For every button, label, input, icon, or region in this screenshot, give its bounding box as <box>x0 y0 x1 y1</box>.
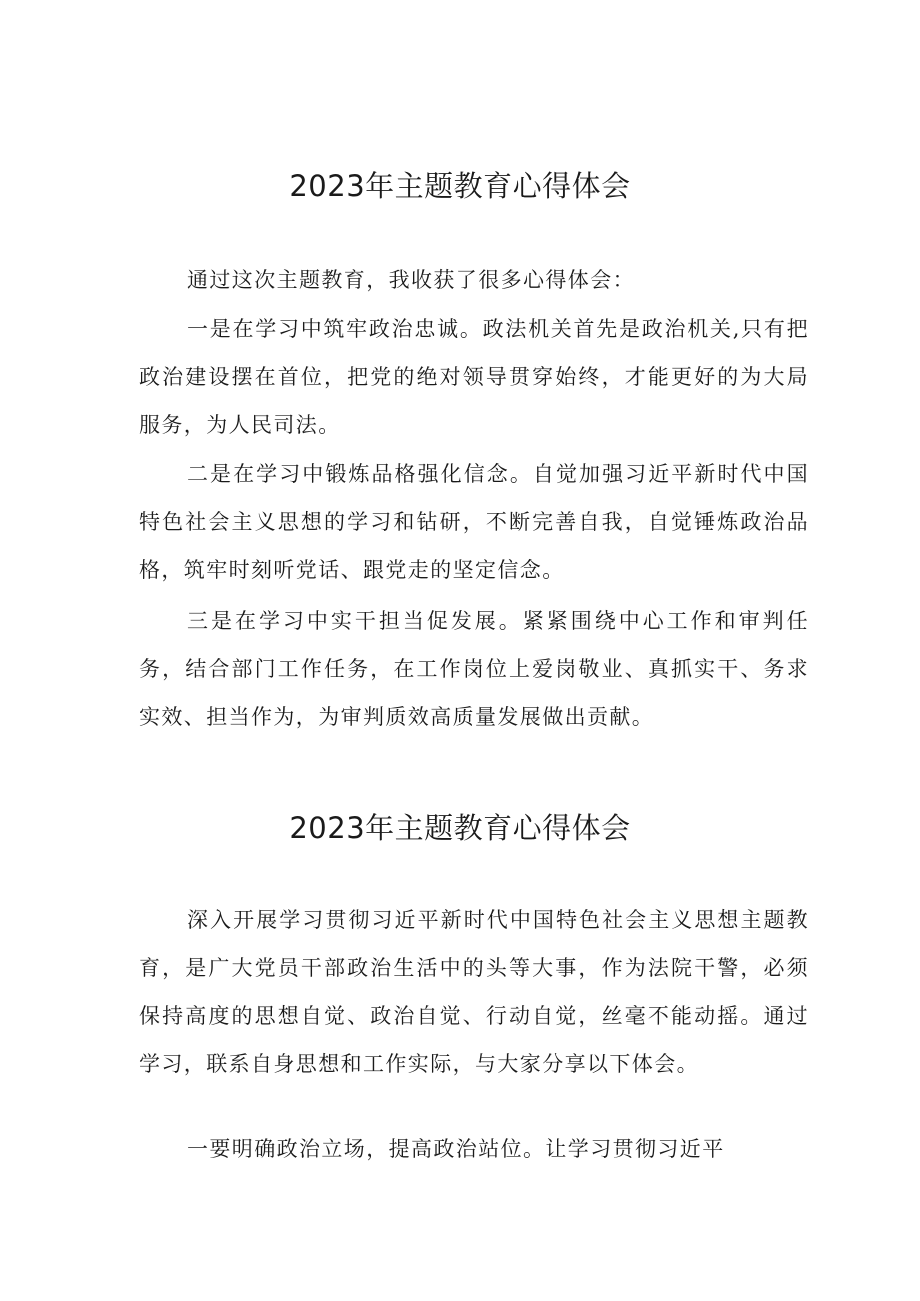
article-intro: 通过这次主题教育，我收获了很多心得体会： <box>187 268 635 292</box>
article-title: 2023年主题教育心得体会 <box>289 169 631 203</box>
article-intro: 深入开展学习贯彻习近平新时代中国特色社会主义思想主题教育，是广大党员干部政治生活中的头等大事，作为法院干警，必须保持高度的思想自觉、政治自觉、行动自觉，丝毫不能动摇。通过学习，联系自身思想和工作实际，与大家分享以下体会。 <box>139 908 809 1076</box>
article-paragraph: 一是在学习中筑牢政治忠诚。政法机关首先是政治机关,只有把政治建设摆在首位，把党的绝对领导贯穿始终，才能更好的为大局服务，为人民司法。 <box>139 317 809 437</box>
article-paragraph: 一要明确政治立场，提高政治站位。让学习贯彻习近平 <box>187 1137 725 1161</box>
article-title: 2023年主题教育心得体会 <box>289 811 631 845</box>
article-paragraph: 二是在学习中锻炼品格强化信念。自觉加强习近平新时代中国特色社会主义思想的学习和钻研，不断完善自我，自觉锤炼政治品格，筑牢时刻听党话、跟党走的坚定信念。 <box>139 462 809 582</box>
article-paragraph: 三是在学习中实干担当促发展。紧紧围绕中心工作和审判任务，结合部门工作任务，在工作岗位上爱岗敬业、真抓实干、务求实效、担当作为，为审判质效高质量发展做出贡献。 <box>139 609 809 729</box>
